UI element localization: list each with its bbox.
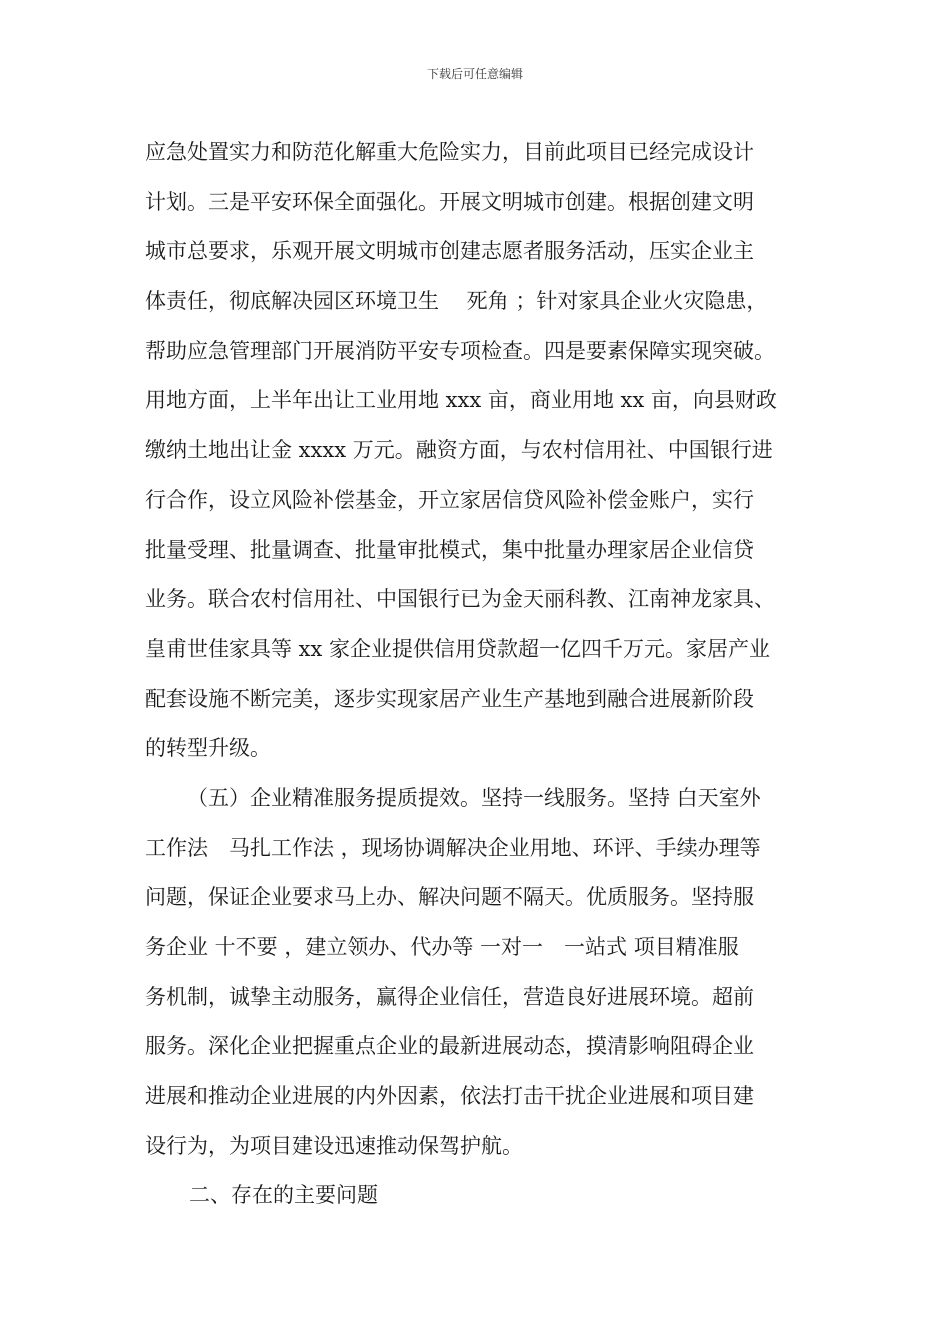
text-line: 配套设施不断完美，逐步实现家居产业生产基地到融合进展新阶段 xyxy=(145,686,754,711)
text-line: 批量受理、批量调查、批量审批模式，集中批量办理家居企业信贷 xyxy=(145,537,754,562)
text-line: 服务。深化企业把握重点企业的最新进展动态，摸清影响阻碍企业 xyxy=(145,1034,754,1059)
text-line: 务机制，诚挚主动服务，赢得企业信任，营造良好进展环境。超前 xyxy=(145,984,754,1009)
body-text xyxy=(145,128,815,1221)
text-line: 进展和推动企业进展的内外因素，依法打击干扰企业进展和项目建 xyxy=(145,1084,754,1109)
text-line: 设行为，为项目建设迅速推动保驾护航。 xyxy=(145,1133,523,1158)
page-header: 下载后可任意编辑 xyxy=(426,67,523,81)
text-line: 业务。联合农村信用社、中国银行已为金天丽科教、江南神龙家具、 xyxy=(145,587,775,612)
text-line: 皇甫世佳家具等 xx 家企业提供信用贷款超一亿四千万元。家居产业 xyxy=(145,636,771,661)
text-line: 缴纳土地出让金 xxxx 万元。融资方面，与农村信用社、中国银行进 xyxy=(145,438,773,463)
text-line: 工作法 马扎工作法 ，现场协调解决企业用地、环评、手续办理等 xyxy=(145,835,761,860)
section-heading-problems: 二、存在的主要问题 xyxy=(189,1183,378,1208)
text-line: 应急处置实力和防范化解重大危险实力，目前此项目已经完成设计 xyxy=(145,140,754,164)
text-line: 体责任，彻底解决园区环境卫生 死角 ；针对家具企业火灾隐患， xyxy=(145,289,768,314)
text-line: 计划。三是平安环保全面强化。开展文明城市创建。根据创建文明 xyxy=(145,189,754,214)
text-line: 城市总要求，乐观开展文明城市创建志愿者服务活动，压实企业主 xyxy=(145,239,754,264)
text-line: 行合作，设立风险补偿基金，开立家居信贷风险补偿金账户，实行 xyxy=(145,487,754,512)
text-line: 问题，保证企业要求马上办、解决问题不隔天。优质服务。坚持服 xyxy=(145,885,754,910)
text-line: 务企业 十不要 ，建立领办、代办等 一对一 一站式 项目精准服 xyxy=(145,935,739,959)
text-line: 的转型升级。 xyxy=(145,736,271,761)
text-line: 用地方面，上半年出让工业用地 xxx 亩，商业用地 xx 亩，向县财政 xyxy=(145,388,777,413)
section-five-heading-line: （五）企业精准服务提质提效。坚持一线服务。坚持 白天室外 xyxy=(187,785,761,810)
text-line: 帮助应急管理部门开展消防平安专项检查。四是要素保障实现突破。 xyxy=(145,338,775,363)
